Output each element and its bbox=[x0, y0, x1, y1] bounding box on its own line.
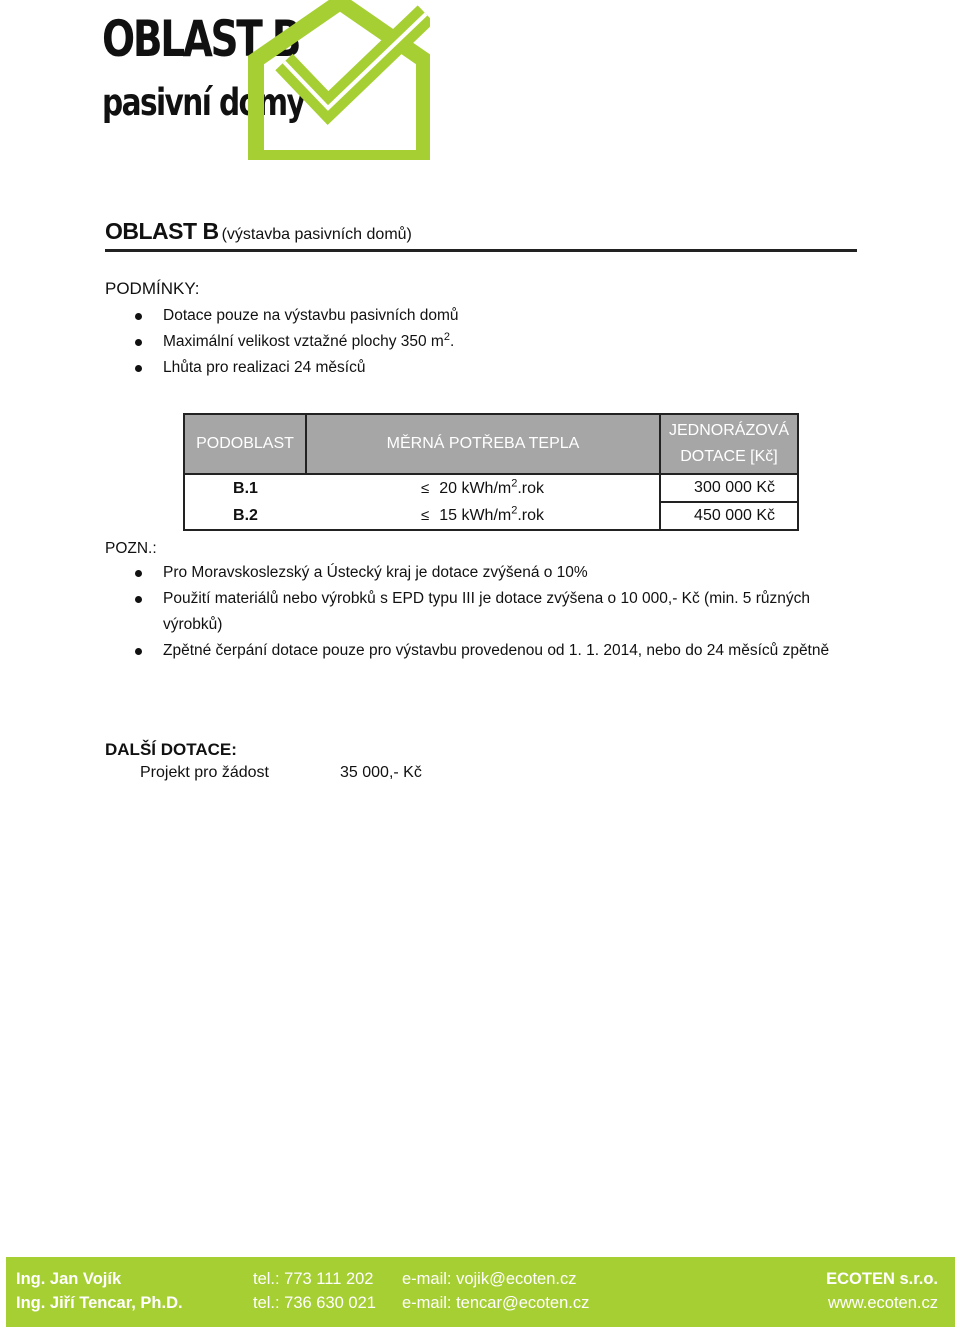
cell-heat-demand: ≤ 20 kWh/$m^2.rok$ bbox=[420, 477, 545, 497]
title-sub: (výstavba pasivních domů) bbox=[221, 226, 412, 243]
contact-name-1: Ing. Jan Vojík bbox=[16, 1270, 122, 1288]
contact-phone-2: tel.: 736 630 021 bbox=[253, 1294, 376, 1312]
list-item: Pro Moravskoslezský a Ústecký kraj je dotace zvýšená o 10% bbox=[135, 560, 865, 586]
footer bbox=[6, 1257, 955, 1327]
cell-code: B.1 bbox=[184, 474, 306, 502]
company-name: ECOTEN s.r.o. bbox=[826, 1270, 938, 1288]
header-subsidy: JEDNORÁZOVÁ DOTACE [Kč] bbox=[660, 414, 798, 474]
table-row bbox=[184, 474, 798, 502]
logo-subtitle: pasivní domy bbox=[102, 81, 305, 124]
further-subsidy-row bbox=[140, 764, 422, 782]
contact-email-2: e-mail: tencar@ecoten.cz bbox=[402, 1294, 590, 1312]
subsidy-table bbox=[183, 413, 799, 531]
title-main: OBLAST B bbox=[105, 218, 219, 244]
page-title bbox=[105, 218, 857, 252]
cell-code: B.2 bbox=[184, 502, 306, 530]
list-item: Maximální velikost vztažné plochy 350 $m^2$. bbox=[135, 329, 459, 355]
list-item: Zpětné čerpání dotace pouze pro výstavbu provedenou od 1. 1. 2014, nebo do 24 měsíců zpětně bbox=[135, 638, 865, 664]
notes-list bbox=[135, 560, 865, 664]
list-item: Lhůta pro realizaci 24 měsíců bbox=[135, 355, 459, 381]
cell-heat-demand: ≤ 15 kWh/$m^2.rok$ bbox=[306, 502, 660, 530]
house-checkmark-icon bbox=[248, 0, 430, 160]
further-item: Projekt pro žádost bbox=[140, 764, 269, 781]
further-amount: 35 000,- Kč bbox=[340, 764, 422, 781]
conditions-list bbox=[135, 303, 459, 381]
list-item: Použití materiálů nebo výrobků s EPD typu III je dotace zvýšena o 10 000,- Kč (min. 5 různých výrobků) bbox=[135, 586, 865, 638]
cell-amount: 450 000 Kč bbox=[660, 502, 798, 530]
logo-title: OBLAST B bbox=[102, 10, 300, 68]
contact-name-2: Ing. Jiří Tencar, Ph.D. bbox=[16, 1294, 183, 1312]
table-row bbox=[184, 502, 798, 530]
header-subarea: PODOBLAST bbox=[184, 414, 306, 474]
cell-amount: 300 000 Kč bbox=[660, 474, 798, 502]
contact-phone-1: tel.: 773 111 202 bbox=[253, 1270, 374, 1288]
notes-label: POZN.: bbox=[105, 540, 157, 557]
logo bbox=[100, 0, 430, 160]
company-web: www.ecoten.cz bbox=[827, 1294, 938, 1312]
conditions-label: PODMÍNKY: bbox=[105, 279, 200, 298]
header-heat-demand: MĚRNÁ POTŘEBA TEPLA bbox=[306, 414, 660, 474]
list-item: Dotace pouze na výstavbu pasivních domů bbox=[135, 303, 459, 329]
contact-email-1: e-mail: vojik@ecoten.cz bbox=[402, 1270, 577, 1288]
further-subsidy-label: DALŠÍ DOTACE: bbox=[105, 740, 237, 759]
